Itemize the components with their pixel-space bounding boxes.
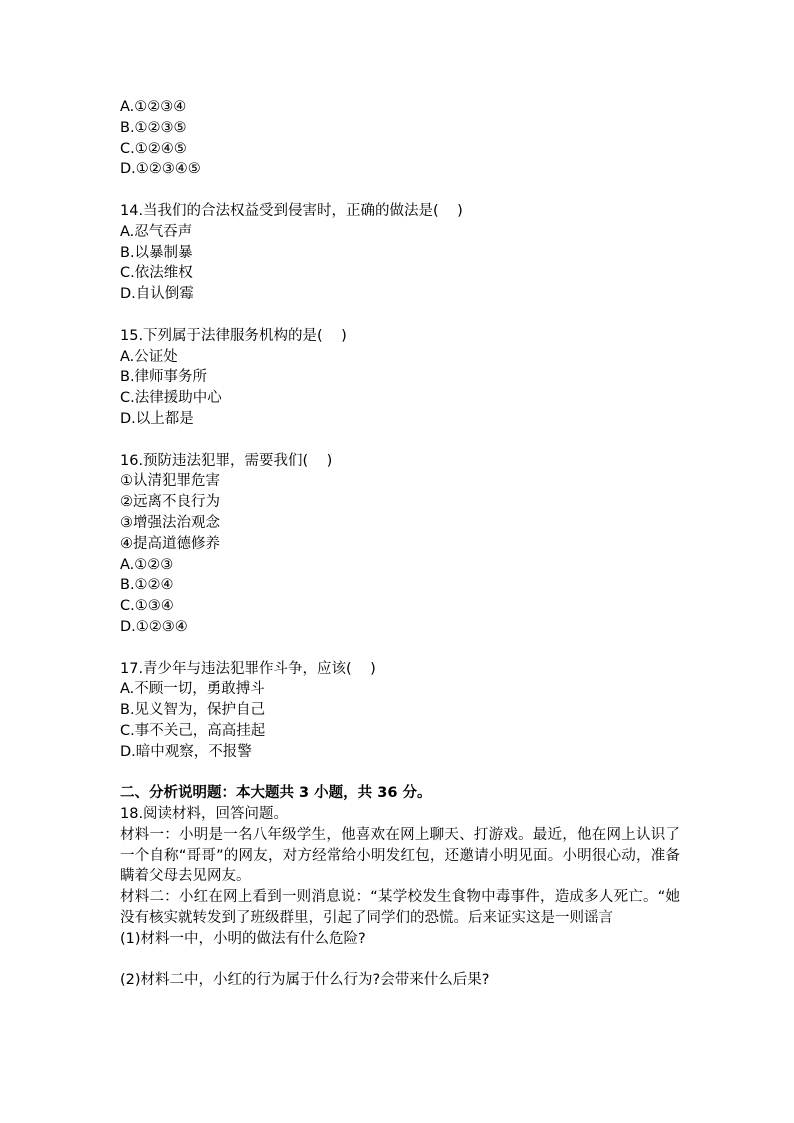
option-d: D.以上都是 bbox=[120, 410, 194, 427]
statement-2: ②远离不良行为 bbox=[120, 494, 220, 511]
option-b: B.见义智为，保护自己 bbox=[120, 702, 266, 719]
spacer bbox=[120, 305, 680, 326]
statement-3: ③增强法治观念 bbox=[120, 514, 220, 531]
option-b: B.律师事务所 bbox=[120, 369, 208, 386]
option-c: C.事不关己，高高挂起 bbox=[120, 722, 266, 739]
question-17 bbox=[120, 659, 680, 763]
section-title: 二、分析说明题：本大题共 3 小题，共 36 分。 bbox=[120, 785, 432, 802]
option-c: C.①③④ bbox=[120, 598, 174, 615]
question-14 bbox=[120, 201, 680, 305]
exam-page bbox=[120, 97, 680, 991]
question-18 bbox=[120, 804, 680, 991]
question-stem: 17.青少年与违法犯罪作斗争，应该( ) bbox=[120, 660, 376, 677]
spacer bbox=[120, 430, 680, 451]
option-b: B.①②③⑤ bbox=[120, 119, 187, 136]
option-a: A.忍气吞声 bbox=[120, 223, 193, 240]
question-stem: 15.下列属于法律服务机构的是( ) bbox=[120, 327, 347, 344]
option-c: C.依法维权 bbox=[120, 265, 193, 282]
option-a: A.①②③④ bbox=[120, 99, 187, 115]
option-c: C.①②④⑤ bbox=[120, 140, 187, 157]
question-15 bbox=[120, 326, 680, 430]
material-2: 材料二：小红在网上看到一则消息说：“某学校发生食物中毒事件，造成多人死亡。“她没有核实就转发到了班级群里，引起了同学们的恐慌。后来证实这是一则谣言 bbox=[120, 889, 680, 927]
option-d: D.①②③④ bbox=[120, 618, 188, 635]
option-a: A.①②③ bbox=[120, 556, 174, 573]
statement-1: ①认清犯罪危害 bbox=[120, 473, 220, 490]
spacer bbox=[120, 763, 680, 784]
question-13-options bbox=[120, 97, 680, 180]
question-stem: 18.阅读材料，回答问题。 bbox=[120, 806, 289, 823]
option-d: D.自认倒霉 bbox=[120, 286, 194, 303]
option-a: A.不顾一切，勇敢搏斗 bbox=[120, 681, 265, 698]
question-16 bbox=[120, 451, 680, 638]
spacer bbox=[120, 180, 680, 201]
question-stem: 16.预防违法犯罪，需要我们( ) bbox=[120, 452, 333, 469]
sub-question-2: (2)材料二中，小红的行为属于什么行为?会带来什么后果? bbox=[120, 972, 490, 989]
option-b: B.①②④ bbox=[120, 577, 174, 594]
option-d: D.暗中观察，不报警 bbox=[120, 743, 252, 760]
option-d: D.①②③④⑤ bbox=[120, 161, 201, 178]
question-stem: 14.当我们的合法权益受到侵害时，正确的做法是( ) bbox=[120, 202, 463, 219]
option-c: C.法律援助中心 bbox=[120, 390, 222, 407]
answer-space bbox=[120, 950, 680, 971]
material-1: 材料一：小明是一名八年级学生，他喜欢在网上聊天、打游戏。最近，他在网上认识了一个自称“哥哥”的网友，对方经常给小明发红包，还邀请小明见面。小明很心动，准备瞒着父母去见网友。 bbox=[120, 826, 680, 885]
option-a: A.公证处 bbox=[120, 348, 178, 365]
spacer bbox=[120, 638, 680, 659]
statement-4: ④提高道德修养 bbox=[120, 535, 220, 552]
sub-question-1: (1)材料一中，小明的做法有什么危险? bbox=[120, 930, 366, 947]
option-b: B.以暴制暴 bbox=[120, 244, 193, 261]
